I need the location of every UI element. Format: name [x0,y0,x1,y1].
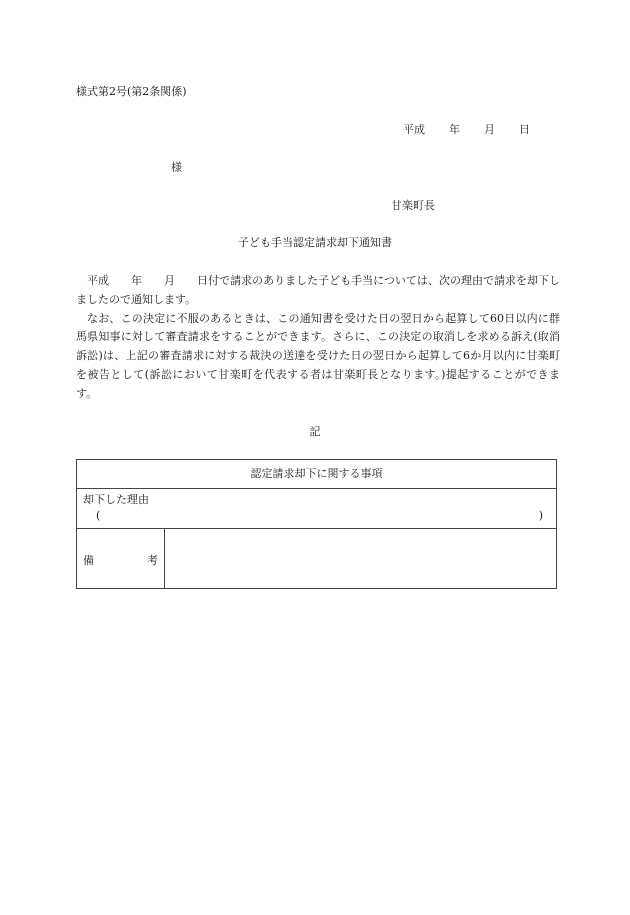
ki-mark: 記 [309,425,321,438]
notice-paragraph-1: 平成 年 月 日付で請求のありました子ども手当については、次の理由で請求を却下しましたので通知します。 [76,274,560,306]
table-header: 認定請求却下に関する事項 [77,460,556,489]
form-number: 様式第2号(第2条関係) [76,85,187,98]
notice-body [76,272,560,404]
date-era: 平成 [403,123,425,136]
addressee-honorific: 様 [171,161,182,174]
date-year-unit: 年 [449,123,460,136]
date-line [403,123,530,137]
remarks-label [83,554,158,568]
rejection-details-table [76,459,557,589]
reason-paren-close: ) [538,509,543,522]
issuer-name: 甘楽町長 [391,199,435,212]
rejection-reason-row [77,489,556,529]
remarks-label-right: 考 [147,554,158,567]
remarks-value [165,529,556,588]
document-title: 子ども手当認定請求却下通知書 [238,236,392,249]
remarks-row [77,529,556,588]
reason-paren-open: ( [96,509,101,522]
remarks-label-left: 備 [83,554,94,567]
rejection-reason-label: 却下した理由 [83,493,149,506]
remarks-label-cell [77,529,165,588]
date-day-unit: 日 [519,123,530,136]
notice-paragraph-2: なお、この決定に不服のあるときは、この通知書を受けた日の翌日から起算して60日以内に群馬県知事に対して審査請求をすることができます。さらに、この決定の取消しを求める訴え(取消訴訟)は、上記の審査請求に対する裁決の送達を受けた日の翌日から起算して6か月以内に甘楽町を被告として(訴訟において甘楽町を代表する者は甘楽町長となります。)提起することができます。 [76,311,560,400]
date-month-unit: 月 [484,123,495,136]
